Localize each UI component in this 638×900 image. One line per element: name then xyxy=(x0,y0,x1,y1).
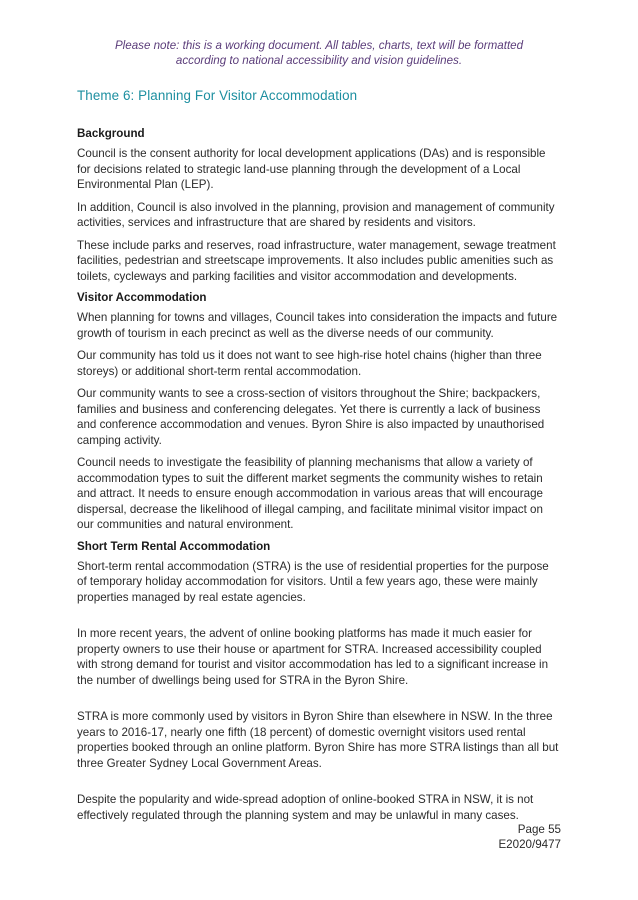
background-paragraph-2: In addition, Council is also involved in the planning, provision and management of community activities, services and infrastructure that are shared by residents and visitors. xyxy=(77,200,555,229)
visitor-paragraph-3: Our community wants to see a cross-section of visitors throughout the Shire; backpackers, families and business and conferencing delegates. Yet there is currently a lack of business and conference accommodation and venues. Byron Shire is also impacted by unauthorised camping activity. xyxy=(77,387,545,447)
page-number: Page 55 xyxy=(517,823,561,836)
stra-heading: Short Term Rental Accommodation xyxy=(77,539,271,553)
document-reference: E2020/9477 xyxy=(498,838,561,851)
notice-line-1: Please note: this is a working document. All tables, charts, text will be formatted xyxy=(114,39,524,52)
notice-line-2: according to national accessibility and vision guidelines. xyxy=(175,54,463,67)
stra-section xyxy=(77,540,561,824)
stra-paragraph-2: In more recent years, the advent of online booking platforms has made it much easier for property owners to use their house or apartment for STRA. Increased accessibility coupled with strong demand for tourist and visitor accommodation has led to a significant increase in the number of dwellings being used for STRA in the Byron Shire. xyxy=(77,627,549,687)
background-paragraph-3: These include parks and reserves, road infrastructure, water management, sewage treatment facilities, pedestrian and streetscape improvements. It also includes public amenities such as toilets, cycleways and parking facilities and visitor accommodation and developments. xyxy=(77,238,556,283)
visitor-paragraph-4: Council needs to investigate the feasibility of planning mechanisms that allow a variety of accommodation types to suit the different market segments the community wishes to retain and attract. It needs to ensure enough accommodation in various areas that will encourage dispersal, decrease the likelihood of illegal camping, and facilitate minimal visitor impact on our communities and natural environment. xyxy=(77,456,543,531)
working-document-notice xyxy=(77,38,561,68)
stra-paragraph-1: Short-term rental accommodation (STRA) is the use of residential properties for the purpose of temporary holiday accommodation for visitors. Until a few years ago, these were mainly properties managed by real estate agencies. xyxy=(77,559,549,604)
visitor-paragraph-1: When planning for towns and villages, Council takes into consideration the impacts and future growth of tourism in each precinct as well as the diverse needs of our community. xyxy=(77,311,558,340)
stra-paragraph-3: STRA is more commonly used by visitors in Byron Shire than elsewhere in NSW. In the three years to 2016-17, nearly one fifth (18 percent) of domestic overnight visitors used rental properties booked through an online platform. Byron Shire has more STRA listings than all but three Greater Sydney Local Government Areas. xyxy=(77,710,559,770)
visitor-paragraph-2: Our community has told us it does not want to see high-rise hotel chains (higher than three storeys) or additional short-term rental accommodation. xyxy=(77,349,542,378)
visitor-accommodation-heading: Visitor Accommodation xyxy=(77,291,207,304)
background-heading: Background xyxy=(77,127,145,140)
theme-title: Theme 6: Planning For Visitor Accommodation xyxy=(77,88,358,103)
background-paragraph-1: Council is the consent authority for local development applications (DAs) and is responsible for decisions related to strategic land-use planning through the development of a Local Environmental Plan (LEP). xyxy=(77,147,546,191)
document-page xyxy=(77,38,561,830)
visitor-accommodation-section xyxy=(77,291,561,533)
page-footer xyxy=(498,822,561,852)
background-section xyxy=(77,127,561,284)
stra-paragraph-4: Despite the popularity and wide-spread adoption of online-booked STRA in NSW, it is not effectively regulated through the planning system and may be unlawful in many cases. xyxy=(77,793,534,822)
